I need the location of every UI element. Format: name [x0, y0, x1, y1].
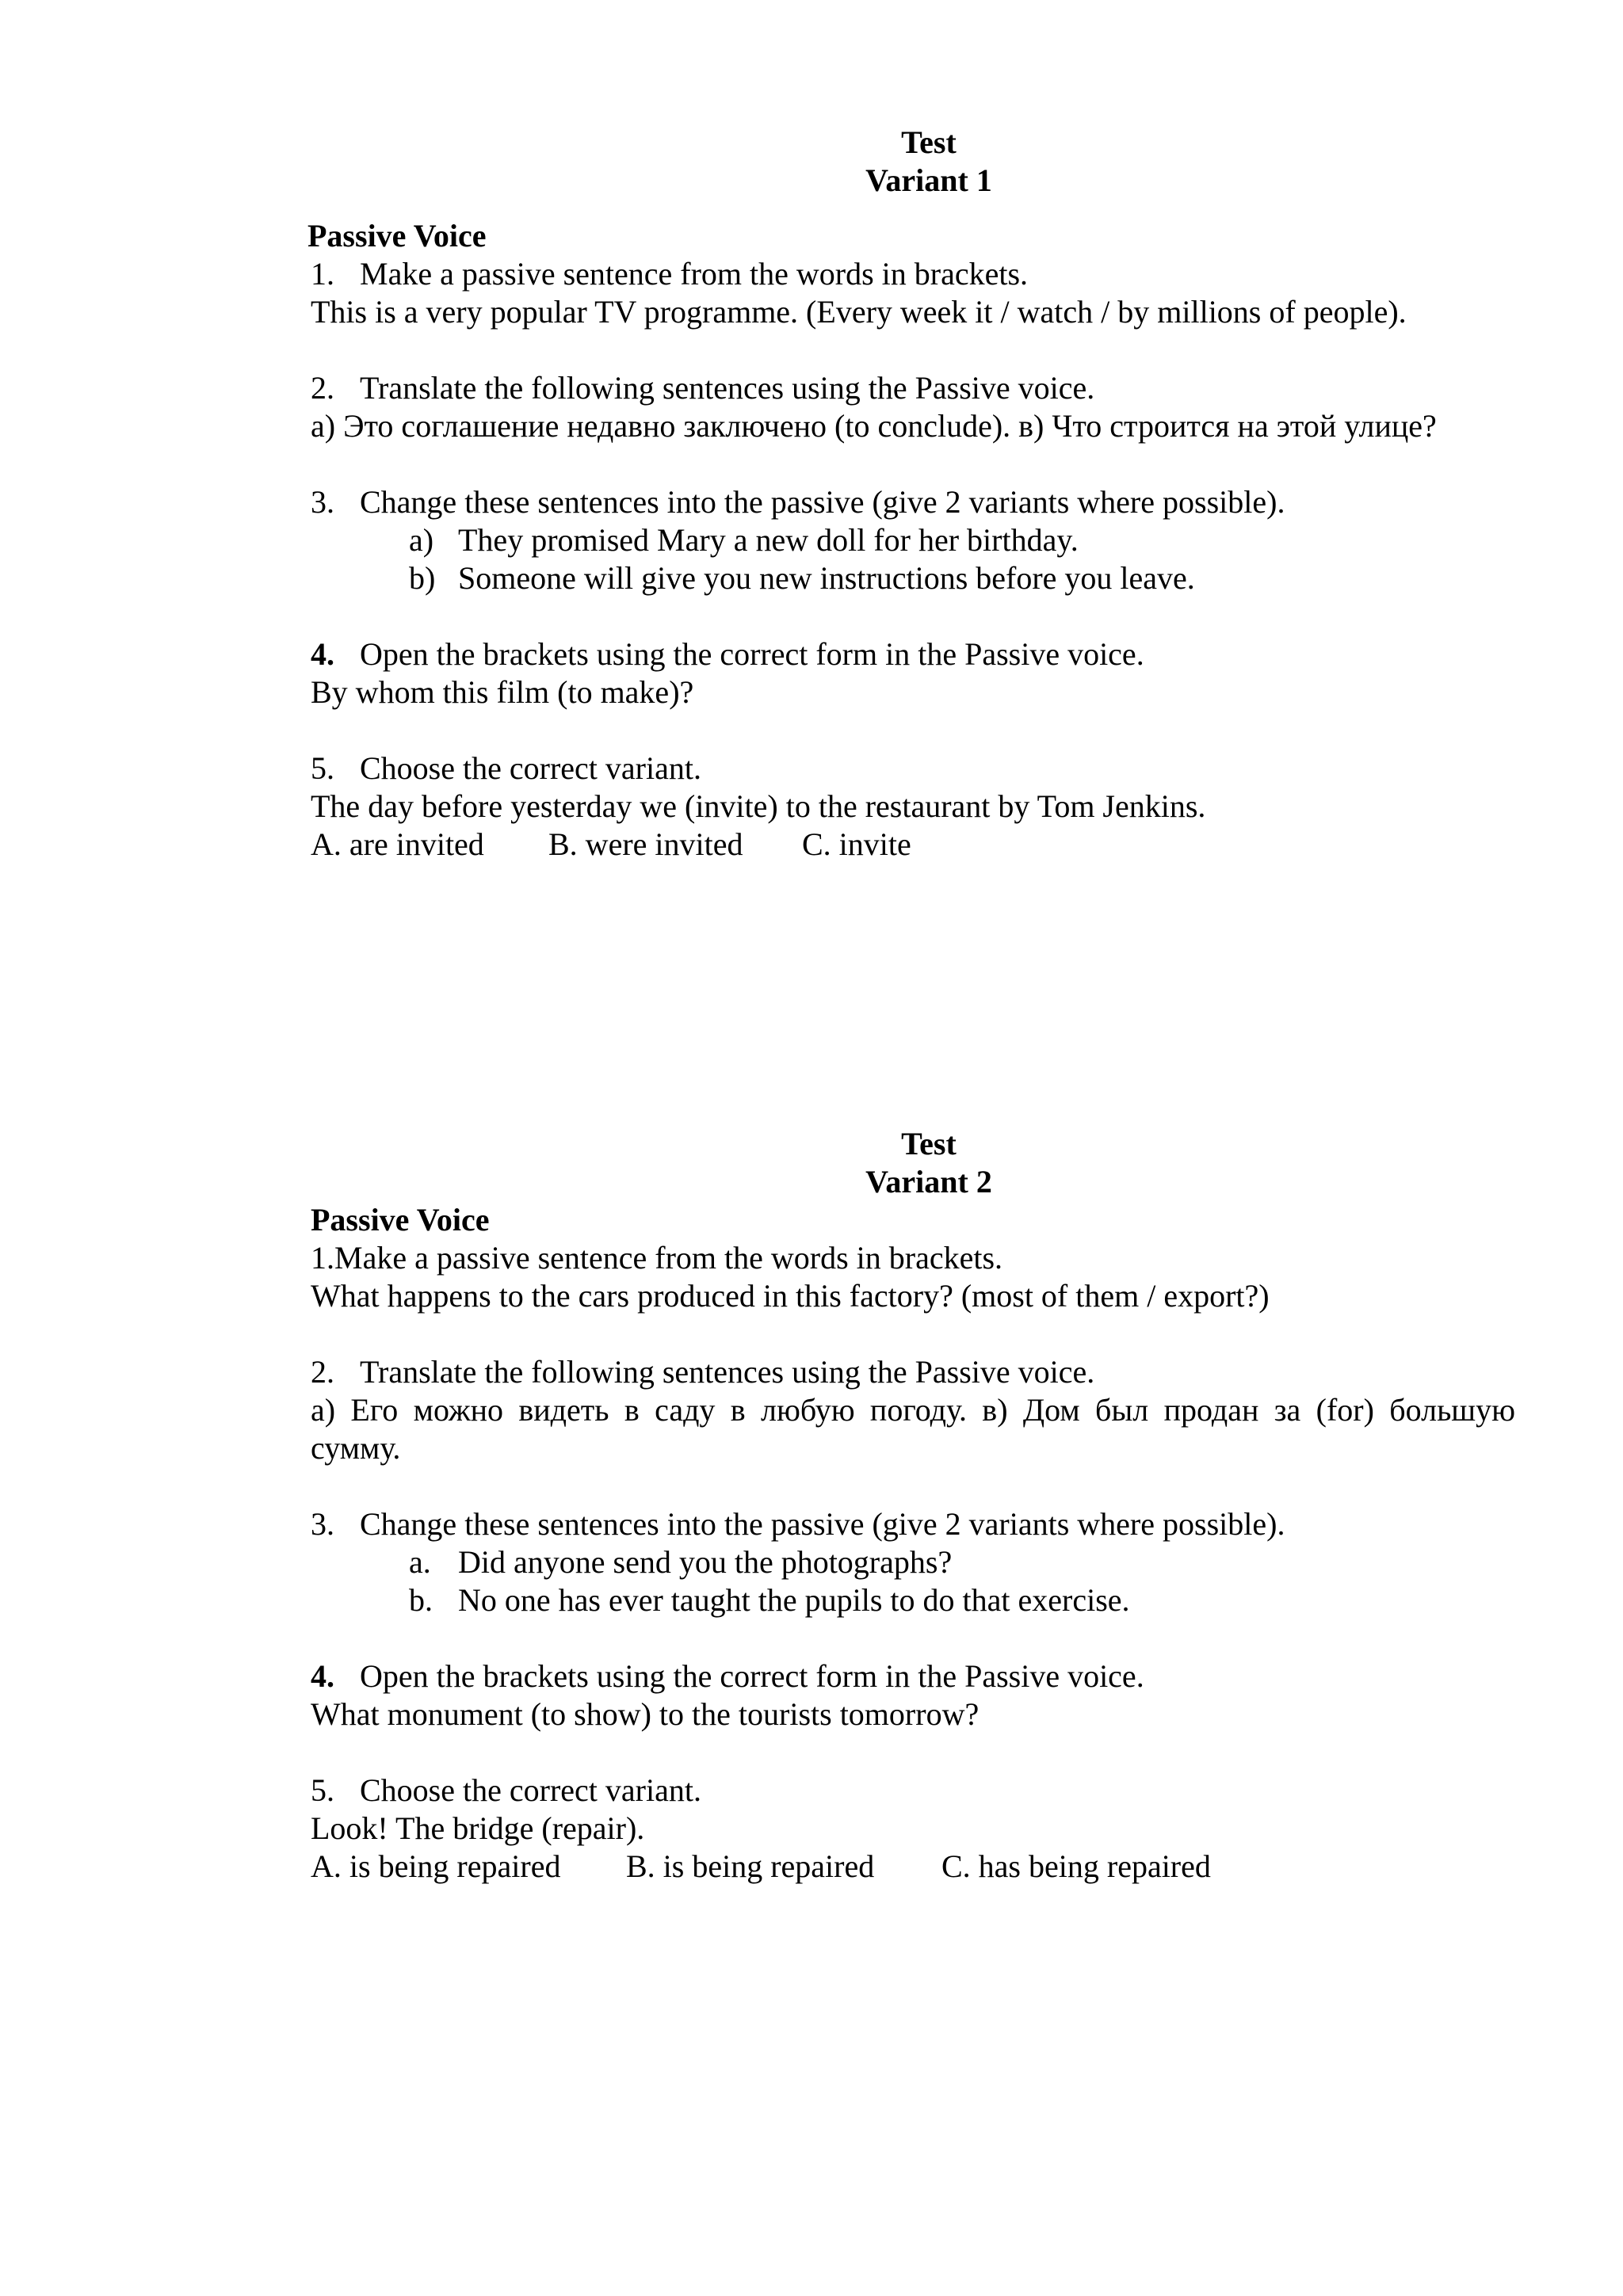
- instruction-text: Change these sentences into the passive (give 2 variants where possible).: [360, 484, 1285, 520]
- task-4: [311, 635, 1515, 711]
- task-text: What monument (to show) to the tourists tomorrow?: [311, 1696, 980, 1732]
- task-number: 1.: [311, 256, 334, 292]
- task-number: 2.: [311, 1354, 334, 1390]
- item-text: Did anyone send you the photographs?: [458, 1544, 953, 1580]
- item-text: They promised Mary a new doll for her birthday.: [458, 522, 1079, 558]
- instruction-text: Change these sentences into the passive (give 2 variants where possible).: [360, 1506, 1285, 1542]
- option-b: B. is being repaired: [626, 1848, 875, 1884]
- option-c: C. has being repaired: [941, 1848, 1211, 1884]
- variant-title: Variant 2: [865, 1164, 992, 1199]
- instruction-text: Choose the correct variant.: [360, 750, 701, 786]
- task-3: [311, 483, 1515, 597]
- list-item: [311, 559, 1515, 597]
- option-c: C. invite: [802, 826, 911, 862]
- section-heading: Passive Voice: [307, 218, 487, 254]
- task-instruction: [311, 255, 1515, 293]
- option-b: B. were invited: [548, 826, 743, 862]
- item-label: b.: [409, 1582, 433, 1618]
- task-instruction: [311, 483, 1515, 521]
- task-2: [311, 1353, 1515, 1467]
- item-text: No one has ever taught the pupils to do that exercise.: [458, 1582, 1130, 1618]
- task-text: Look! The bridge (repair).: [311, 1810, 645, 1846]
- list-item: [311, 1543, 1515, 1581]
- task-text: This is a very popular TV programme. (Every week it / watch / by millions of people).: [311, 294, 1407, 330]
- task-text: The day before yesterday we (invite) to the restaurant by Tom Jenkins.: [311, 788, 1206, 824]
- task-instruction: [311, 635, 1515, 673]
- variant-1-test: [307, 124, 1515, 864]
- task-instruction: [311, 369, 1515, 407]
- list-item: [311, 1581, 1515, 1619]
- task-instruction: [311, 1657, 1515, 1695]
- task-text: What happens to the cars produced in this factory? (most of them / export?): [311, 1278, 1270, 1314]
- task-2: [311, 369, 1515, 445]
- task-number: 2.: [311, 370, 334, 406]
- task-1: [311, 255, 1515, 331]
- instruction-text: Translate the following sentences using the Passive voice.: [360, 1354, 1095, 1390]
- answer-options: [311, 1848, 1515, 1886]
- instruction-text: Choose the correct variant.: [360, 1772, 701, 1808]
- item-text: Someone will give you new instructions before you leave.: [458, 560, 1195, 596]
- list-item: [311, 521, 1515, 559]
- task-3: [311, 1505, 1515, 1619]
- task-5: [311, 749, 1515, 864]
- task-number: 3.: [311, 484, 334, 520]
- task-text-line-2: сумму.: [311, 1430, 401, 1466]
- task-instruction: 1.Make a passive sentence from the words in brackets.: [311, 1240, 1003, 1276]
- variant-title: Variant 1: [865, 162, 992, 198]
- task-instruction: [311, 1353, 1515, 1391]
- task-number: 5.: [311, 750, 334, 786]
- answer-options: [311, 826, 1515, 864]
- task-number: 4.: [311, 1658, 334, 1694]
- task-instruction: [311, 1505, 1515, 1543]
- task-4: [311, 1657, 1515, 1733]
- task-instruction: [311, 1772, 1515, 1810]
- task-5: [311, 1772, 1515, 1886]
- task-number: 4.: [311, 636, 334, 672]
- test-title: Test: [901, 1126, 957, 1161]
- task-number: 3.: [311, 1506, 334, 1542]
- task-1: [311, 1239, 1515, 1315]
- section-heading: Passive Voice: [311, 1202, 490, 1238]
- item-label: a): [409, 522, 434, 558]
- task-instruction: [311, 749, 1515, 788]
- instruction-text: Open the brackets using the correct form in the Passive voice.: [360, 1658, 1144, 1694]
- instruction-text: Translate the following sentences using the Passive voice.: [360, 370, 1095, 406]
- option-a: A. is being repaired: [311, 1848, 561, 1884]
- instruction-text: Make a passive sentence from the words in brackets.: [360, 256, 1029, 292]
- item-label: b): [409, 560, 436, 596]
- item-label: a.: [409, 1544, 431, 1580]
- task-text: By whom this film (to make)?: [311, 674, 694, 710]
- option-a: A. are invited: [311, 826, 484, 862]
- variant-2-test: [311, 1125, 1515, 1886]
- instruction-text: Open the brackets using the correct form in the Passive voice.: [360, 636, 1144, 672]
- task-text: а) Это соглашение недавно заключено (to conclude). в) Что строится на этой улице?: [311, 408, 1437, 444]
- task-number: 5.: [311, 1772, 334, 1808]
- task-text-line-1: а) Его можно видеть в саду в любую погоду. в) Дом был продан за (for) большую: [311, 1392, 1515, 1428]
- test-title: Test: [901, 124, 957, 160]
